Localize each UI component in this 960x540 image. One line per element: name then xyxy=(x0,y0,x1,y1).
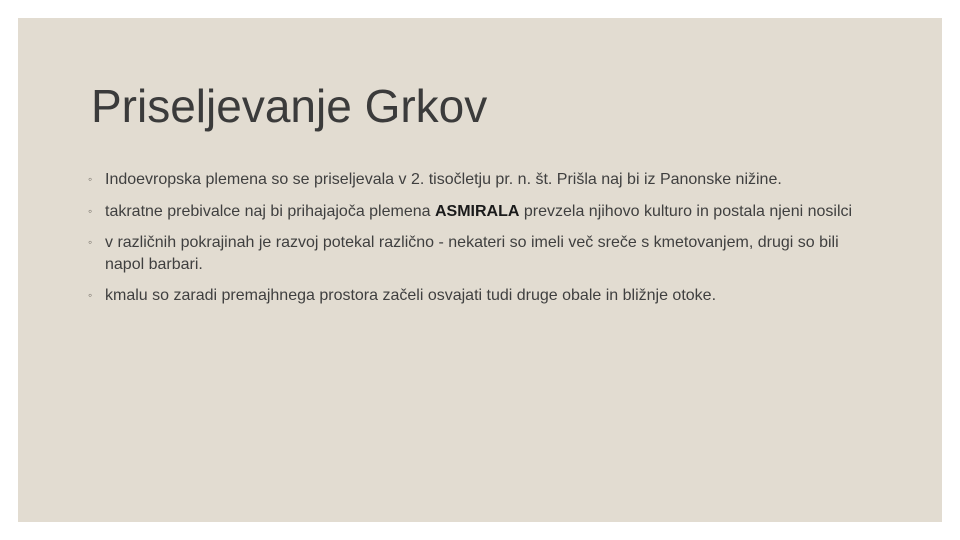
bullet-item-2 xyxy=(88,201,878,223)
bullet-marker-icon: ◦ xyxy=(88,288,93,302)
slide-title: Priseljevanje Grkov xyxy=(91,80,488,132)
bullet-marker-icon: ◦ xyxy=(88,235,93,249)
bullet-text-after: prevzela njihovo kulturo in postala njeni nosilci xyxy=(519,202,853,220)
bullet-marker-icon: ◦ xyxy=(88,172,93,186)
bullet-item-1 xyxy=(88,169,878,191)
bullet-marker-icon: ◦ xyxy=(88,203,93,218)
bullet-bold-term: ASMIRALA xyxy=(434,202,520,220)
bullet-list xyxy=(88,169,878,317)
bullet-text: v različnih pokrajinah je razvoj potekal različno - nekateri so imeli več sreče s kmetovanjem, drugi so bili napol barbari. xyxy=(105,234,839,273)
bullet-item-3 xyxy=(88,232,878,275)
bullet-text: Indoevropska plemena so se priseljevala v 2. tisočletju pr. n. št. Prišla naj bi iz Panonske nižine. xyxy=(105,171,782,188)
bullet-item-4 xyxy=(88,285,878,307)
bullet-text: kmalu so zaradi premajhnega prostora začeli osvajati tudi druge obale in bližnje otoke. xyxy=(105,287,717,304)
bullet-text-before: takratne prebivalce naj bi prihajajoča plemena xyxy=(105,202,435,220)
slide-panel xyxy=(18,18,942,522)
